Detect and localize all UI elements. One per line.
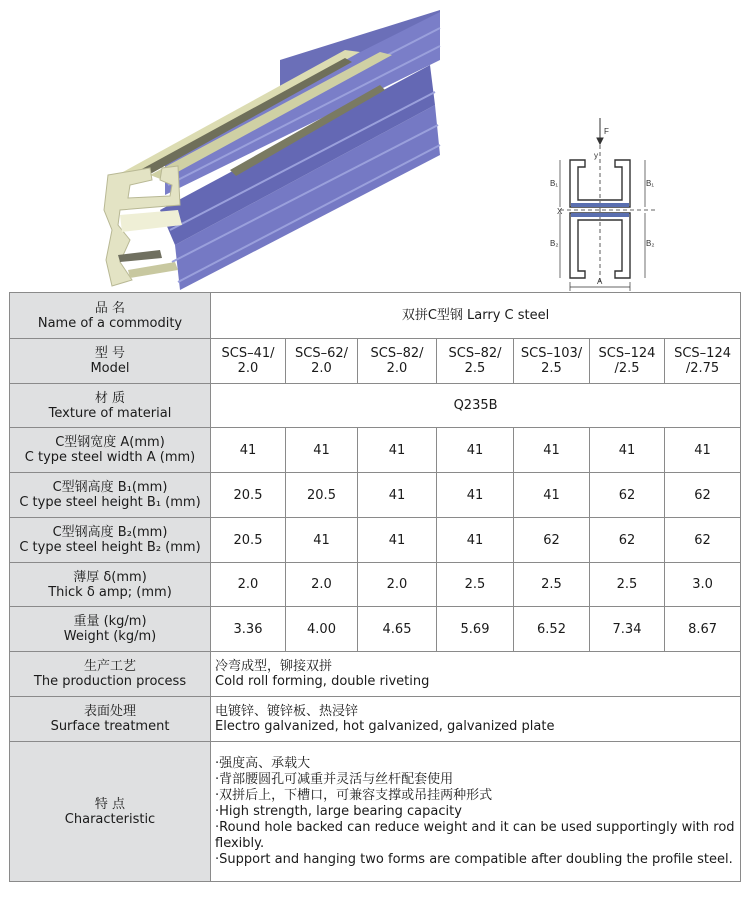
value-cell: 7.34 — [590, 607, 665, 652]
b2-dimension-label: B₂ — [550, 239, 559, 248]
row-height-b1 — [10, 473, 741, 518]
value-cell: 62 — [665, 473, 741, 518]
production-process-value: 冷弯成型，铆接双拼 Cold roll forming, double riveting — [211, 652, 741, 697]
y-axis-label: y — [594, 151, 598, 160]
row-height-b2 — [10, 518, 741, 563]
value-cell: 2.0 — [211, 563, 286, 607]
value-cell: 41 — [514, 428, 590, 473]
model-cell: SCS–124 /2.75 — [665, 339, 741, 384]
product-figure — [0, 0, 750, 292]
material-value: Q235B — [211, 384, 741, 428]
surface-treatment-value: 电镀锌、镀锌板、热浸锌 Electro galvanized, hot galvanized, galvanized plate — [211, 697, 741, 742]
characteristic-item: ·Support and hanging two forms are compatible after doubling the profile steel. — [215, 851, 733, 867]
commodity-label: 品 名 Name of a commodity — [10, 293, 211, 339]
characteristic-item: ·双拼后上，下槽口，可兼容支撑或吊挂两种形式 — [215, 787, 493, 803]
row-model — [10, 339, 741, 384]
row-characteristic — [10, 742, 741, 882]
value-cell: 62 — [590, 518, 665, 563]
value-cell: 4.00 — [286, 607, 358, 652]
value-cell: 3.0 — [665, 563, 741, 607]
value-cell: 2.5 — [590, 563, 665, 607]
value-cell: 41 — [665, 428, 741, 473]
value-cell: 20.5 — [211, 518, 286, 563]
x-axis-label: X — [557, 207, 563, 216]
weight-label: 重量 (kg/m) Weight (kg/m) — [10, 607, 211, 652]
value-cell: 41 — [437, 473, 514, 518]
value-cell: 6.52 — [514, 607, 590, 652]
value-cell: 2.0 — [358, 563, 437, 607]
model-cell: SCS–103/ 2.5 — [514, 339, 590, 384]
b1-dimension-label: B₁ — [550, 179, 559, 188]
value-cell: 62 — [665, 518, 741, 563]
value-cell: 2.5 — [514, 563, 590, 607]
value-cell: 41 — [358, 518, 437, 563]
value-cell: 41 — [358, 473, 437, 518]
b1-dimension-label-right: B₁ — [646, 179, 655, 188]
force-label: F — [604, 127, 609, 136]
row-surface-treatment — [10, 697, 741, 742]
row-production-process — [10, 652, 741, 697]
thickness-label: 薄厚 δ(mm) Thick δ amp; (mm) — [10, 563, 211, 607]
row-width-a — [10, 428, 741, 473]
value-cell: 3.36 — [211, 607, 286, 652]
model-cell: SCS–41/ 2.0 — [211, 339, 286, 384]
model-cell: SCS–82/ 2.0 — [358, 339, 437, 384]
value-cell: 5.69 — [437, 607, 514, 652]
surface-treatment-label: 表面处理 Surface treatment — [10, 697, 211, 742]
value-cell: 41 — [286, 518, 358, 563]
characteristic-label: 特 点 Characteristic — [10, 742, 211, 882]
value-cell: 41 — [514, 473, 590, 518]
characteristic-item: ·High strength, large bearing capacity — [215, 803, 462, 819]
height-b1-label: C型钢高度 B₁(mm) C type steel height B₁ (mm) — [10, 473, 211, 518]
a-dimension-label: A — [597, 277, 603, 286]
cross-section-drawing — [560, 118, 655, 291]
value-cell: 41 — [211, 428, 286, 473]
value-cell: 4.65 — [358, 607, 437, 652]
model-cell: SCS–124 /2.5 — [590, 339, 665, 384]
double-c-steel-3d-illustration — [104, 10, 440, 290]
value-cell: 41 — [286, 428, 358, 473]
model-cell: SCS–62/ 2.0 — [286, 339, 358, 384]
value-cell: 41 — [437, 518, 514, 563]
row-material — [10, 384, 741, 428]
characteristic-item: ·Round hole backed can reduce weight and it can be used supportingly with rod flexibly. — [215, 819, 735, 851]
width-a-label: C型钢宽度 A(mm) C type steel width A (mm) — [10, 428, 211, 473]
value-cell: 41 — [590, 428, 665, 473]
row-weight — [10, 607, 741, 652]
row-thickness — [10, 563, 741, 607]
height-b2-label: C型钢高度 B₂(mm) C type steel height B₂ (mm) — [10, 518, 211, 563]
commodity-value: 双拼C型钢 Larry C steel — [211, 293, 741, 339]
model-label: 型 号 Model — [10, 339, 211, 384]
value-cell: 41 — [358, 428, 437, 473]
value-cell: 2.0 — [286, 563, 358, 607]
value-cell: 62 — [590, 473, 665, 518]
characteristic-value — [211, 742, 741, 882]
value-cell: 20.5 — [286, 473, 358, 518]
value-cell: 41 — [437, 428, 514, 473]
value-cell: 62 — [514, 518, 590, 563]
value-cell: 20.5 — [211, 473, 286, 518]
spec-table — [9, 292, 741, 882]
production-process-label: 生产工艺 The production process — [10, 652, 211, 697]
characteristic-item: ·强度高、承载大 — [215, 755, 311, 771]
value-cell: 8.67 — [665, 607, 741, 652]
model-cell: SCS–82/ 2.5 — [437, 339, 514, 384]
row-commodity — [10, 293, 741, 339]
value-cell: 2.5 — [437, 563, 514, 607]
material-label: 材 质 Texture of material — [10, 384, 211, 428]
b2-dimension-label-right: B₂ — [646, 239, 655, 248]
characteristic-item: ·背部腰圆孔可减重并灵活与丝杆配套使用 — [215, 771, 454, 787]
